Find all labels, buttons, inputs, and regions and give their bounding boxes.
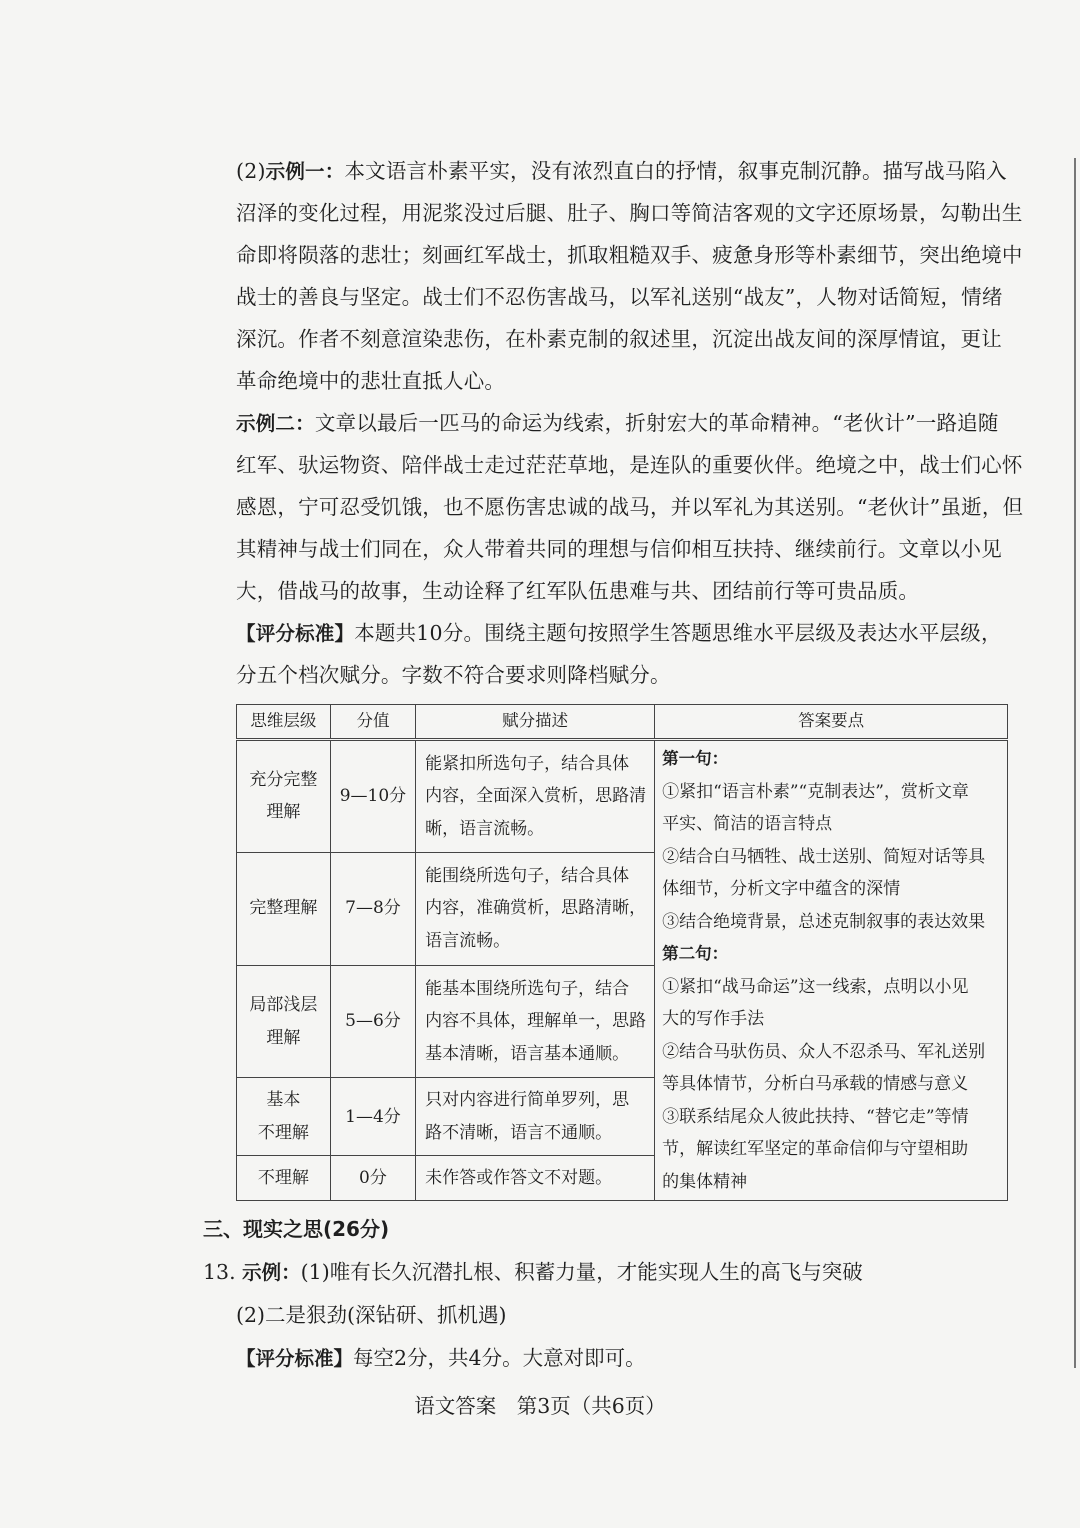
example-one-line: 深沉。作者不刻意渲染悲伤，在朴素克制的叙述里，沉淀出战友间的深厚情谊，更让 [236,327,1002,351]
example-two-line: 大，借战马的故事，生动诠释了红军队伍患难与共、团结前行等可贵品质。 [236,579,920,603]
level-cell: 局部浅层 理解 [237,965,331,1078]
key-point-heading: 第一句： [662,749,729,768]
example-two-paragraph [236,402,1024,612]
level-cell: 完整理解 [237,852,331,965]
key-point-line: 的集体精神 [662,1171,748,1192]
q13-answer-1 [203,1251,863,1294]
scoring-line: 分五个档次赋分。字数不符合要求则降档赋分。 [236,663,671,687]
example-two-line: 其精神与战士们同在，众人带着共同的理想与信仰相互扶持、继续前行。文章以小见 [236,537,1002,561]
rubric-table [236,704,1008,1201]
key-points-cell [655,740,1008,1201]
description-cell: 能紧扣所选句子，结合具体 内容，全面深入赏析，思路清 晰，语言流畅。 [416,740,655,853]
description-cell: 只对内容进行简单罗列，思 路不清晰，语言不通顺。 [416,1078,655,1156]
level-cell: 基本 不理解 [237,1078,331,1156]
table-header-row [237,705,1008,740]
q13-label: 示例： [242,1261,301,1284]
header-key-points: 答案要点 [655,705,1008,740]
key-point-line: 大的写作手法 [662,1009,765,1029]
example-one-paragraph [236,150,1023,402]
description-cell: 未作答或作答文不对题。 [416,1156,655,1201]
table-row [237,740,1008,853]
example-two-line: 感恩，宁可忍受饥饿，也不愿伤害忠诚的战马，并以军礼为其送别。“老伙计”虽逝，但 [236,495,1024,519]
description-cell: 能围绕所选句子，结合具体 内容，准确赏析，思路清晰， 语言流畅。 [416,852,655,965]
key-point-heading: 第二句： [662,944,729,963]
description-cell: 能基本围绕所选句子，结合 内容不具体，理解单一，思路 基本清晰，语言基本通顺。 [416,965,655,1078]
header-level: 思维层级 [237,705,331,740]
score-cell: 9—10分 [330,740,415,853]
score-cell: 5—6分 [330,965,415,1078]
scoring-line: 本题共10分。围绕主题句按照学生答题思维水平层级及表达水平层级， [354,621,1002,645]
key-point-line: ②结合马驮伤员、众人不忍杀马、军礼送别 [662,1041,986,1062]
example-one-line: 战士的善良与坚定。战士们不忍伤害战马，以军礼送别“战友”，人物对话简短，情绪 [236,285,1003,309]
page-footer: 语文答案 第3页（共6页） [414,1394,666,1418]
score-cell: 7—8分 [330,852,415,965]
key-point-line: ①紧扣“战马命运”这一线索，点明以小见 [662,976,969,997]
example-two-line: 文章以最后一匹马的命运为线索，折射宏大的革命精神。“老伙计”一路追随 [314,411,999,435]
level-cell: 不理解 [237,1156,331,1201]
level-cell: 充分完整 理解 [237,740,331,853]
page-edge-rule [1074,158,1076,1368]
key-point-line: ③结合绝境背景，总述克制叙事的表达效果 [662,911,986,932]
q13-scoring [236,1337,646,1380]
key-point-line: 等具体情节，分析白马承载的情感与意义 [662,1074,969,1094]
key-point-line: 体细节，分析文字中蕴含的深情 [662,879,901,899]
scoring-criteria-paragraph [236,612,1012,696]
example-one-line: 革命绝境中的悲壮直抵人心。 [236,369,506,393]
q13-answer-2: (2)二是狠劲(深钻研、抓机遇) [236,1303,507,1327]
header-score: 分值 [330,705,415,740]
section-title: 三、现实之思(26分) [203,1217,390,1241]
key-point-line: ②结合白马牺牲、战士送别、简短对话等具 [662,846,986,867]
example-two-line: 红军、驮运物资、陪伴战士走过茫茫草地，是连队的重要伙伴。绝境之中，战士们心怀 [236,453,1023,477]
example-one-line: 命即将陨落的悲壮；刻画红军战士，抓取粗糙双手、疲惫身形等朴素细节，突出绝境中 [236,243,1023,267]
header-description: 赋分描述 [416,705,655,740]
key-point-line: ③联系结尾众人彼此扶持、“替它走”等情 [662,1106,969,1127]
example-one-label: 示例一： [265,160,345,183]
example-one-prefix: (2) [236,159,266,183]
example-two-label: 示例二： [236,412,315,435]
score-cell: 0分 [330,1156,415,1201]
example-one-line: 本文语言朴素平实，没有浓烈直白的抒情，叙事克制沉静。描写战马陷入 [344,159,1007,183]
key-point-line: 节，解读红军坚定的革命信仰与守望相助 [662,1139,969,1159]
q13-number: 13. [203,1260,236,1284]
q13-scoring-text: 每空2分，共4分。大意对即可。 [353,1346,646,1370]
score-cell: 1—4分 [330,1078,415,1156]
key-point-line: ①紧扣“语言朴素”“克制表达”，赏析文章 [662,781,969,802]
q13-answer-1-text: (1)唯有长久沉潜扎根、积蓄力量，才能实现人生的高飞与突破 [300,1260,863,1284]
q13-scoring-label: 【评分标准】 [236,1347,354,1370]
scoring-label: 【评分标准】 [236,622,355,645]
example-one-line: 沼泽的变化过程，用泥浆没过后腿、肚子、胸口等简洁客观的文字还原场景，勾勒出生 [236,201,1023,225]
key-point-line: 平实、简洁的语言特点 [662,814,833,834]
